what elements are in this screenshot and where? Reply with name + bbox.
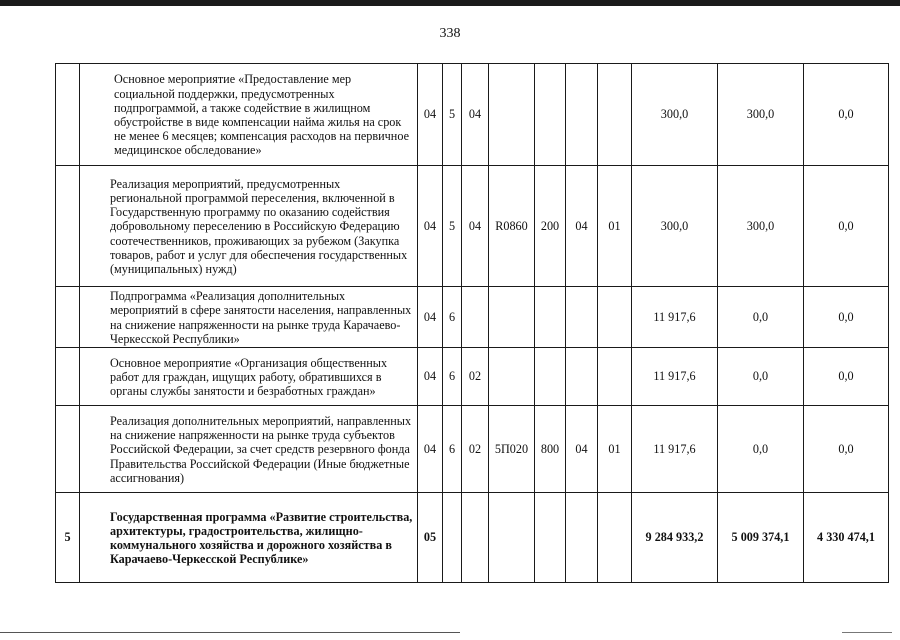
bottom-rule [0, 632, 460, 633]
code-cell: 800 [535, 406, 566, 493]
table-row [56, 166, 889, 287]
row-description: Подпрограмма «Реализация дополнительных мероприятий в сфере занятости населения, направленных на снижение напряженности на рынке труда Карачаево-Черкесской Республики» [80, 287, 418, 348]
row-index: 5 [56, 493, 80, 583]
code-cell [489, 348, 535, 406]
code-cell: 04 [462, 64, 489, 166]
row-description: Государственная программа «Развитие строительства, архитектуры, градостроительства, жилищно-коммунального хозяйства и дорожного хозяйства в Карачаево-Черкесской Республике» [80, 493, 418, 583]
table-row [56, 287, 889, 348]
code-cell [598, 287, 632, 348]
row-description: Реализация мероприятий, предусмотренных региональной программой переселения, включенной в Государственную программу по оказанию содействия добровольному переселению в Российскую Федерацию соотечественников, проживающих за рубежом (Закупка товаров, работ и услуг для обеспечения государственных (муниципальных) нужд) [80, 166, 418, 287]
code-cell: 04 [566, 406, 598, 493]
code-cell: 05 [418, 493, 443, 583]
code-cell [535, 64, 566, 166]
amount-cell: 300,0 [718, 166, 804, 287]
code-cell [598, 64, 632, 166]
amount-cell: 300,0 [718, 64, 804, 166]
code-cell [535, 348, 566, 406]
code-cell: 04 [418, 348, 443, 406]
amount-cell: 0,0 [804, 166, 889, 287]
code-cell [489, 493, 535, 583]
code-cell: 200 [535, 166, 566, 287]
code-cell: 04 [566, 166, 598, 287]
amount-cell: 11 917,6 [632, 406, 718, 493]
code-cell: 5П020 [489, 406, 535, 493]
code-cell: 6 [443, 348, 462, 406]
amount-cell: 5 009 374,1 [718, 493, 804, 583]
row-description: Основное мероприятие «Организация общественных работ для граждан, ищущих работу, обратившихся в органы службы занятости и безработных граждан» [80, 348, 418, 406]
code-cell: 04 [418, 287, 443, 348]
amount-cell: 11 917,6 [632, 287, 718, 348]
top-border-rule [0, 0, 900, 6]
code-cell: 01 [598, 166, 632, 287]
code-cell: 6 [443, 406, 462, 493]
code-cell [535, 493, 566, 583]
amount-cell: 9 284 933,2 [632, 493, 718, 583]
amount-cell: 0,0 [804, 64, 889, 166]
row-description: Основное мероприятие «Предоставление мер социальной поддержки, предусмотренных подпрограммой, а также содействие в жилищном обустройстве в виде компенсации найма жилья на срок не менее 6 месяцев; компенсация расходов на первичное медицинское обследование» [80, 64, 418, 166]
code-cell [598, 493, 632, 583]
code-cell: 04 [418, 406, 443, 493]
code-cell [598, 348, 632, 406]
table-row [56, 348, 889, 406]
bottom-rule [842, 632, 892, 633]
budget-table [55, 63, 889, 583]
code-cell [462, 287, 489, 348]
code-cell: 02 [462, 406, 489, 493]
code-cell: 01 [598, 406, 632, 493]
code-cell [462, 493, 489, 583]
code-cell [489, 64, 535, 166]
code-cell: 6 [443, 287, 462, 348]
code-cell: 04 [418, 64, 443, 166]
code-cell: 04 [418, 166, 443, 287]
code-cell [566, 348, 598, 406]
page-number: 338 [439, 26, 461, 41]
code-cell: 5 [443, 64, 462, 166]
code-cell [489, 287, 535, 348]
table-row [56, 406, 889, 493]
code-cell [443, 493, 462, 583]
code-cell: 5 [443, 166, 462, 287]
code-cell: 04 [462, 166, 489, 287]
amount-cell: 0,0 [718, 287, 804, 348]
row-index [56, 64, 80, 166]
code-cell [566, 64, 598, 166]
row-index [56, 166, 80, 287]
row-index [56, 348, 80, 406]
code-cell [535, 287, 566, 348]
code-cell [566, 493, 598, 583]
amount-cell: 4 330 474,1 [804, 493, 889, 583]
amount-cell: 300,0 [632, 64, 718, 166]
amount-cell: 300,0 [632, 166, 718, 287]
amount-cell: 0,0 [804, 348, 889, 406]
code-cell: R0860 [489, 166, 535, 287]
amount-cell: 11 917,6 [632, 348, 718, 406]
amount-cell: 0,0 [804, 406, 889, 493]
row-index [56, 287, 80, 348]
amount-cell: 0,0 [718, 348, 804, 406]
table-row [56, 64, 889, 166]
amount-cell: 0,0 [804, 287, 889, 348]
table-row [56, 493, 889, 583]
code-cell [566, 287, 598, 348]
amount-cell: 0,0 [718, 406, 804, 493]
row-index [56, 406, 80, 493]
code-cell: 02 [462, 348, 489, 406]
row-description: Реализация дополнительных мероприятий, направленных на снижение напряженности на рынке труда субъектов Российской Федерации, за счет средств резервного фонда Правительства Российской Федерации (Иные бюджетные ассигнования) [80, 406, 418, 493]
